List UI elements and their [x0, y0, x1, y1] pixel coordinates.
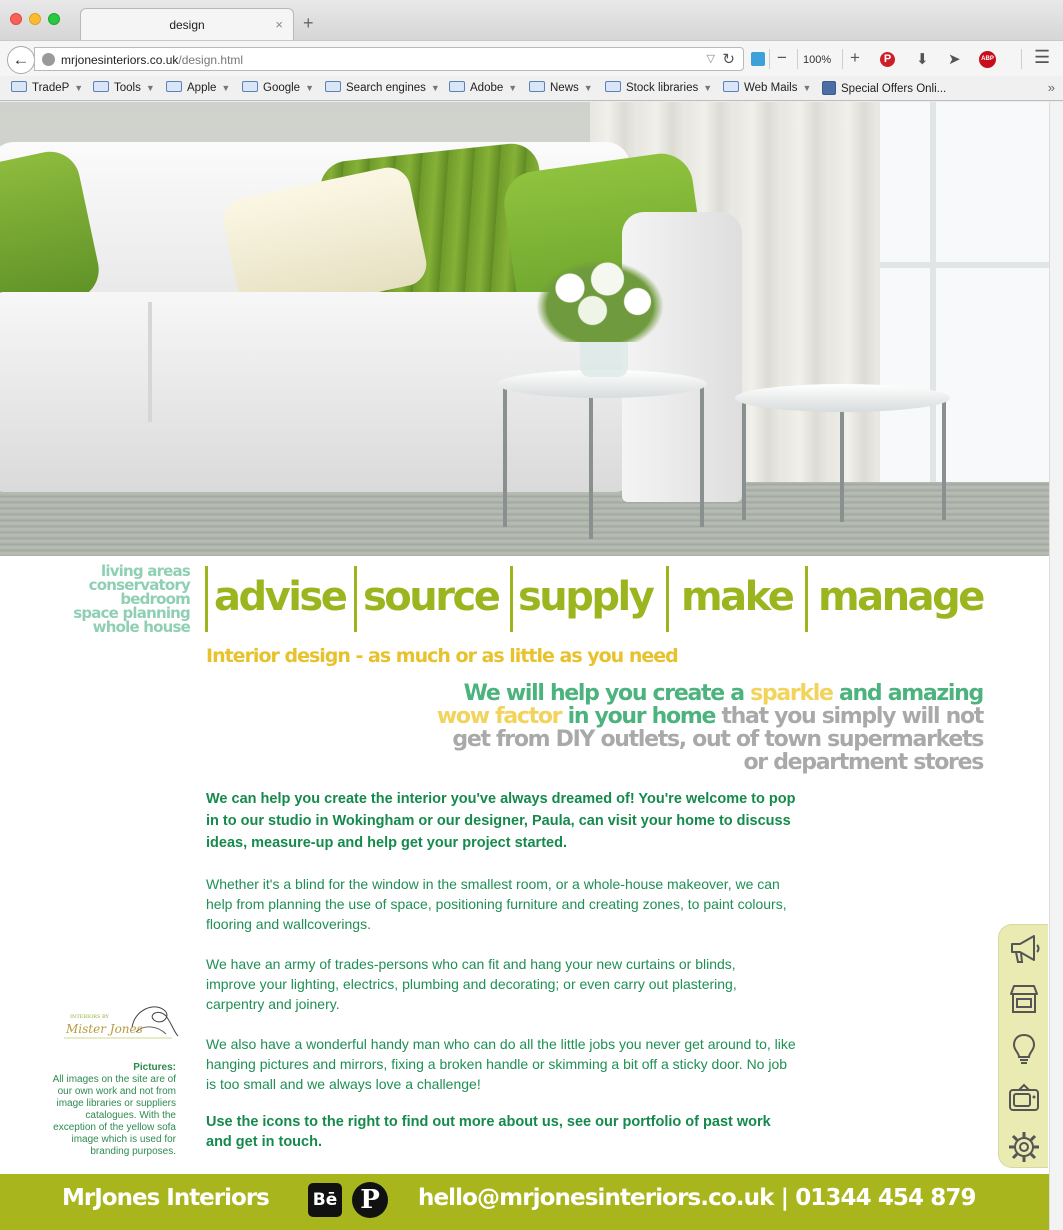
- navigation-toolbar: [0, 40, 1063, 76]
- footer-brand: MrJones Interiors: [62, 1185, 269, 1211]
- chevron-down-icon: ▼: [802, 83, 812, 93]
- toolbar-divider: [1021, 49, 1022, 69]
- hero-window-frame: [870, 262, 1049, 268]
- hero-window: [870, 102, 1049, 482]
- intro-paragraph: We can help you create the interior you've always dreamed of! You're welcome to pop in to our studio in Wokingham or our designer, Paula, can visit your home to discuss ideas, measure-up and help get your project started.: [206, 791, 796, 851]
- nav-advise: advise: [214, 574, 346, 620]
- address-bar[interactable]: [34, 47, 744, 71]
- url-dropdown-icon[interactable]: ▽: [706, 53, 715, 65]
- table-leg: [840, 407, 844, 522]
- service-whole-house[interactable]: whole house: [92, 618, 190, 636]
- body-paragraph: We have an army of trades-persons who can fit and hang your new curtains or blinds, improve your lighting, electrics, plumbing and decorating; or even carry out plastering, carpentry and joinery.: [206, 956, 737, 1012]
- chevron-down-icon: ▼: [508, 83, 518, 93]
- download-icon[interactable]: ⬇: [916, 51, 929, 68]
- folder-icon: [325, 81, 341, 92]
- flower-bouquet: [525, 252, 675, 342]
- chevron-down-icon: ▼: [583, 83, 593, 93]
- folder-icon: [166, 81, 182, 92]
- nav-divider: [354, 566, 357, 632]
- body-paragraph: We also have a wonderful handy man who can do all the little jobs you never get around to, like hanging pictures and mirrors, fixing a broken handle or skimming a bit off a sticky door. No job is too small and we always love a challenge!: [206, 1036, 796, 1092]
- url-domain: mrjonesinteriors.co.uk: [61, 53, 179, 67]
- footer-contact[interactable]: hello@mrjonesinteriors.co.uk | 01344 454 879: [418, 1185, 976, 1211]
- toolbar-divider: [769, 49, 770, 69]
- bookmark-folder-tradep[interactable]: [11, 81, 83, 94]
- table-leg: [503, 387, 507, 527]
- side-table-top: [735, 384, 950, 412]
- bookmark-folder-apple[interactable]: [166, 81, 230, 94]
- tab-close-icon[interactable]: ×: [275, 17, 283, 32]
- body-paragraph: Whether it's a blind for the window in the smallest room, or a whole-house makeover, we can help from planning the use of space, positioning furniture and creating zones, to paint colours, flooring and wallcoverings.: [206, 876, 787, 932]
- behance-icon[interactable]: Bē: [308, 1183, 342, 1217]
- nav-make: make: [681, 574, 793, 620]
- table-leg: [942, 400, 946, 520]
- reload-icon[interactable]: ↻: [722, 51, 735, 68]
- reader-icon[interactable]: [751, 52, 765, 66]
- tv-icon[interactable]: [1006, 1081, 1042, 1117]
- bookmark-folder-google[interactable]: [242, 81, 314, 94]
- tagline: Interior design - as much or as little as you need: [206, 645, 678, 667]
- zoom-out-icon[interactable]: −: [777, 48, 787, 67]
- close-window-button[interactable]: [10, 13, 22, 25]
- megaphone-icon[interactable]: [1006, 931, 1042, 967]
- bookmark-special-offers[interactable]: [822, 81, 946, 95]
- zoom-in-icon[interactable]: +: [850, 48, 860, 67]
- services-list: [60, 564, 190, 634]
- bookmark-label: Stock libraries: [626, 82, 699, 94]
- bookmark-folder-tools[interactable]: [93, 81, 155, 94]
- folder-icon: [242, 81, 258, 92]
- service-bedroom[interactable]: bedroom: [120, 590, 190, 608]
- send-icon[interactable]: ➤: [948, 51, 961, 68]
- bookmarks-bar: [0, 76, 1063, 101]
- nav-manage: manage: [818, 574, 983, 620]
- icon-rail: [998, 924, 1048, 1168]
- bookmark-label: TradeP: [32, 82, 70, 94]
- strap-part: and amazing: [832, 681, 983, 706]
- strapline: [423, 682, 983, 774]
- credits-text: All images on the site are of our own work and not from image libraries or suppliers catalogues. With the exception of the yellow sofa image which is used for branding purposes.: [52, 1074, 176, 1157]
- back-button[interactable]: ←: [7, 46, 35, 74]
- nav-supply: supply: [518, 574, 653, 620]
- strap-part: in your home: [561, 704, 716, 729]
- picture-credits: [52, 1062, 176, 1158]
- folder-icon: [93, 81, 109, 92]
- chevron-down-icon: ▼: [221, 83, 231, 93]
- bookmark-label: Search engines: [346, 82, 426, 94]
- folder-icon: [449, 81, 465, 92]
- window-titlebar: [0, 0, 1063, 40]
- bookmark-label: Tools: [114, 82, 141, 94]
- strap-part: that you simply will not get from DIY outlets, out of town supermarkets or department stores: [452, 704, 983, 775]
- service-space-planning[interactable]: space planning: [73, 604, 190, 622]
- page-scrollbar[interactable]: [1049, 102, 1063, 1230]
- chevron-down-icon: ▼: [305, 83, 315, 93]
- minimize-window-button[interactable]: [29, 13, 41, 25]
- adblock-icon[interactable]: ABP: [979, 51, 996, 68]
- chevron-down-icon: ▼: [74, 83, 84, 93]
- bookmark-label: Adobe: [470, 82, 504, 94]
- strap-part: We will help you create a: [463, 681, 751, 706]
- folder-icon: [11, 81, 27, 92]
- shop-icon[interactable]: [1006, 981, 1042, 1017]
- service-conservatory[interactable]: conservatory: [88, 576, 190, 594]
- strap-wow-factor: wow factor: [436, 704, 562, 729]
- zoom-level[interactable]: 100%: [803, 54, 832, 66]
- bookmark-label: Web Mails: [744, 82, 798, 94]
- hero-image: [0, 102, 1049, 556]
- bookmark-label: News: [550, 82, 579, 94]
- bookmark-folder-search-engines[interactable]: [325, 81, 440, 94]
- folder-icon: [723, 81, 739, 92]
- nav-source: source: [363, 574, 499, 620]
- table-leg: [589, 394, 593, 539]
- bookmark-folder-web-mails[interactable]: [723, 81, 811, 94]
- outro-paragraph: Use the icons to the right to find out more about us, see our portfolio of past work and get in touch.: [206, 1114, 771, 1150]
- nav-divider: [805, 566, 808, 632]
- logo-subtitle: INTERIORS BY: [70, 1014, 109, 1020]
- url-path: /design.html: [178, 53, 244, 67]
- nav-divider: [510, 566, 513, 632]
- folder-icon: [529, 81, 545, 92]
- nav-divider: [205, 566, 208, 632]
- hero-window-frame: [930, 102, 936, 482]
- nav-divider: [666, 566, 669, 632]
- lightbulb-icon[interactable]: [1006, 1031, 1042, 1067]
- bookmark-label: Apple: [187, 82, 217, 94]
- tab-design[interactable]: [80, 8, 294, 40]
- toolbar-divider: [797, 49, 798, 69]
- mister-jones-logo[interactable]: [62, 998, 180, 1042]
- bookmark-folder-stock-libraries[interactable]: [605, 81, 712, 94]
- table-leg: [700, 387, 704, 527]
- service-living-areas[interactable]: living areas: [101, 562, 190, 580]
- hero-floor: [0, 482, 1049, 556]
- footer: [0, 1174, 1049, 1230]
- bookmark-label: Google: [263, 82, 301, 94]
- folder-icon: [605, 81, 621, 92]
- new-tab-button[interactable]: +: [303, 13, 314, 33]
- chevron-down-icon: ▼: [430, 83, 440, 93]
- credits-title: Pictures:: [133, 1062, 176, 1073]
- bookmark-folder-news[interactable]: [529, 81, 593, 94]
- strap-sparkle: sparkle: [750, 681, 833, 706]
- menu-icon[interactable]: ☰: [1034, 47, 1051, 67]
- zoom-window-button[interactable]: [48, 13, 60, 25]
- chevron-down-icon: ▼: [145, 83, 155, 93]
- logo-name: Mister Jones: [66, 1022, 143, 1036]
- chevron-down-icon: ▼: [703, 83, 713, 93]
- sofa-seam: [148, 302, 152, 422]
- web-page: [0, 102, 1049, 1230]
- toolbar-divider: [842, 49, 843, 69]
- globe-icon: [42, 53, 55, 66]
- site-favicon-icon: [822, 81, 836, 95]
- tab-title: design: [169, 18, 205, 32]
- pinterest-extension-icon[interactable]: P: [880, 52, 895, 67]
- more-bookmarks-icon[interactable]: »: [1047, 80, 1055, 95]
- bookmark-label: Special Offers Onli...: [841, 83, 947, 95]
- gear-icon[interactable]: [1006, 1129, 1042, 1165]
- pinterest-icon[interactable]: P: [352, 1182, 388, 1218]
- bookmark-folder-adobe[interactable]: [449, 81, 517, 94]
- table-leg: [742, 400, 746, 520]
- url-text: [61, 53, 243, 67]
